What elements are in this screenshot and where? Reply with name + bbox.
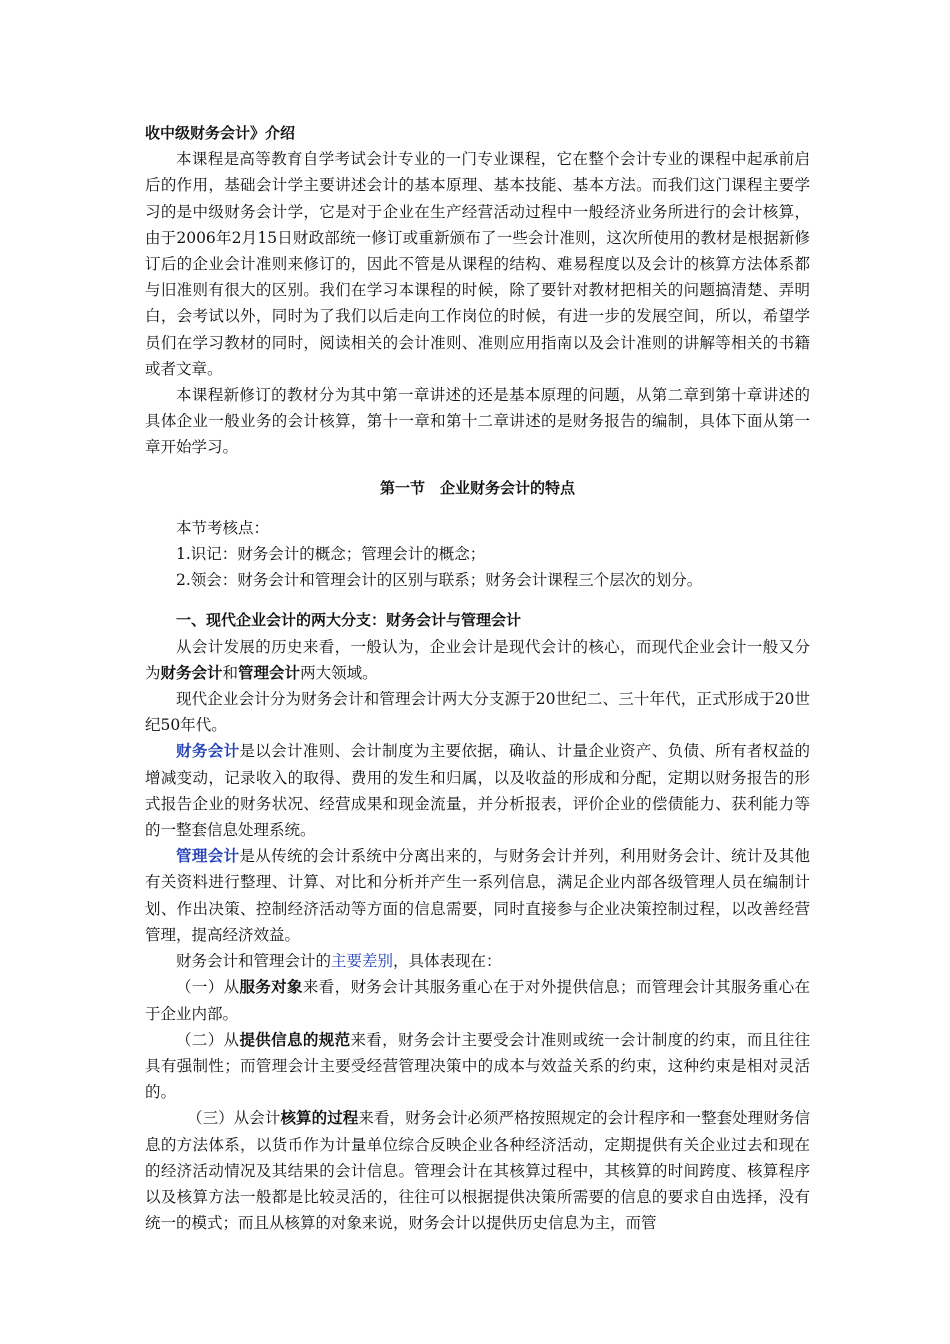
history-text-a: 从会计发展的历史来看，一般认为，企业会计是现代会计的核心，而现代企业会计一般又分为 bbox=[145, 637, 810, 682]
section-title: 第一节 企业财务会计的特点 bbox=[379, 478, 575, 497]
document-title: 收中级财务会计》介绍 bbox=[145, 124, 296, 142]
fa-definition: 是以会计准则、会计制度为主要依据，确认、计量企业资产、负债、所有者权益的增减变动，记录收入的取得、费用的发生和归属，以及收益的形成和分配，定期以财务报告的形式报告企业的财务状况、经营成果和现金流量，并分析报表，评价企业的偿债能力、获利能力等的一整套信息处理系统。 bbox=[145, 742, 810, 840]
diff1-a: （一）从 bbox=[176, 978, 240, 997]
history-and: 和 bbox=[222, 663, 239, 682]
main-difference-link[interactable]: 主要差别 bbox=[331, 952, 394, 971]
intro-paragraph-1: 本课程是高等教育自学考试会计专业的一门专业课程，它在整个会计专业的课程中起承前启后的作用，基础会计学主要讲述会计的基本原理、基本技能、基本方法。而我们这门课程主要学习的是中级财务会计学，它是对于企业在生产经营活动过程中一般经济业务所进行的会计核算，由于2006年2月15日财政部统一修订或重新颁布了一些会计准则，这次所使用的教材是根据新修订后的企业会计准则来修订的，因此不管是从课程的结构、难易程度以及会计的核算方法体系都与旧准则有很大的区别。我们在学习本课程的时候，除了要针对教材把相关的问题搞清楚、弄明白，会考试以外，同时为了我们以后走向工作岗位的时候，有进一步的发展空间，所以，希望学员们在学习教材的同时，阅读相关的会计准则、准则应用指南以及会计准则的讲解等相关的书籍或者文章。 bbox=[145, 150, 810, 378]
ma-definition-paragraph bbox=[145, 843, 810, 948]
ma-term-link[interactable]: 管理会计 bbox=[176, 847, 240, 866]
history-fa-term: 财务会计 bbox=[160, 663, 223, 682]
diff3-b: 来看，财务会计必须严格按照规定的会计程序和一整套处理财务信息的方法体系，以货币作为计量单位综合反映企业各种经济活动，定期提供有关企业过去和现在的经济活动情况及其结果的会计信息。管理会计在其核算过程中，其核算的时间跨度、核算程序以及核算方法一般都是比较灵活的，往往可以根据提供决策所需要的信息的要求自由选择，没有统一的模式；而且从核算的对象来说，财务会计以提供历史信息为主，而管 bbox=[145, 1109, 810, 1233]
history-ma-term: 管理会计 bbox=[238, 663, 301, 682]
diff2-bold: 提供信息的规范 bbox=[239, 1030, 351, 1049]
history-paragraph bbox=[145, 634, 810, 686]
subsection-1-title: 一、现代企业会计的两大分支：财务会计与管理会计 bbox=[176, 611, 522, 630]
history-text-b: 两大领域。 bbox=[300, 663, 378, 682]
fa-definition-paragraph bbox=[145, 738, 810, 843]
diff1-b: 来看，财务会计其服务重心在于对外提供信息；而管理会计其服务重心在于企业内部。 bbox=[145, 978, 810, 1023]
diff-intro-paragraph bbox=[145, 948, 810, 974]
origin-paragraph: 现代企业会计分为财务会计和管理会计两大分支源于20世纪二、三十年代，正式形成于20世纪50年代。 bbox=[145, 690, 810, 735]
diff3-bold: 核算的过程 bbox=[280, 1109, 359, 1128]
diff2-b: 来看，财务会计主要受会计准则或统一会计制度的约束，而且往往具有强制性；而管理会计主要受经营管理决策中的成本与效益关系的约束，这种约束是相对灵活的。 bbox=[145, 1030, 810, 1102]
exam-point-2: 2.领会：财务会计和管理会计的区别与联系；财务会计课程三个层次的划分。 bbox=[176, 571, 703, 590]
document-page bbox=[145, 120, 810, 1236]
exam-point-1: 1.识记：财务会计的概念；管理会计的概念； bbox=[176, 545, 486, 564]
ma-definition: 是从传统的会计系统中分离出来的，与财务会计并列，利用财务会计、统计及其他有关资料进行整理、计算、对比和分析并产生一系列信息，满足企业内部各级管理人员在编制计划、作出决策、控制经济活动等方面的信息需要，同时直接参与企业决策控制过程，以改善经营管理，提高经济效益。 bbox=[145, 847, 810, 944]
difference-2 bbox=[145, 1027, 810, 1106]
fa-term-link[interactable]: 财务会计 bbox=[176, 742, 240, 761]
diff2-a: （二）从 bbox=[176, 1030, 240, 1049]
difference-1 bbox=[145, 974, 810, 1026]
intro-paragraph-2: 本课程新修订的教材分为其中第一章讲述的还是基本原理的问题，从第二章到第十章讲述的具体企业一般业务的会计核算，第十一章和第十二章讲述的是财务报告的编制，具体下面从第一章开始学习。 bbox=[145, 386, 810, 457]
diff1-bold: 服务对象 bbox=[239, 978, 303, 997]
difference-3 bbox=[145, 1105, 810, 1236]
exam-points-label: 本节考核点： bbox=[176, 518, 270, 537]
diff3-a: （三）从会计 bbox=[187, 1109, 281, 1128]
diff-intro-b: ，具体表现在： bbox=[393, 952, 502, 971]
diff-intro-a: 财务会计和管理会计的 bbox=[176, 952, 332, 971]
